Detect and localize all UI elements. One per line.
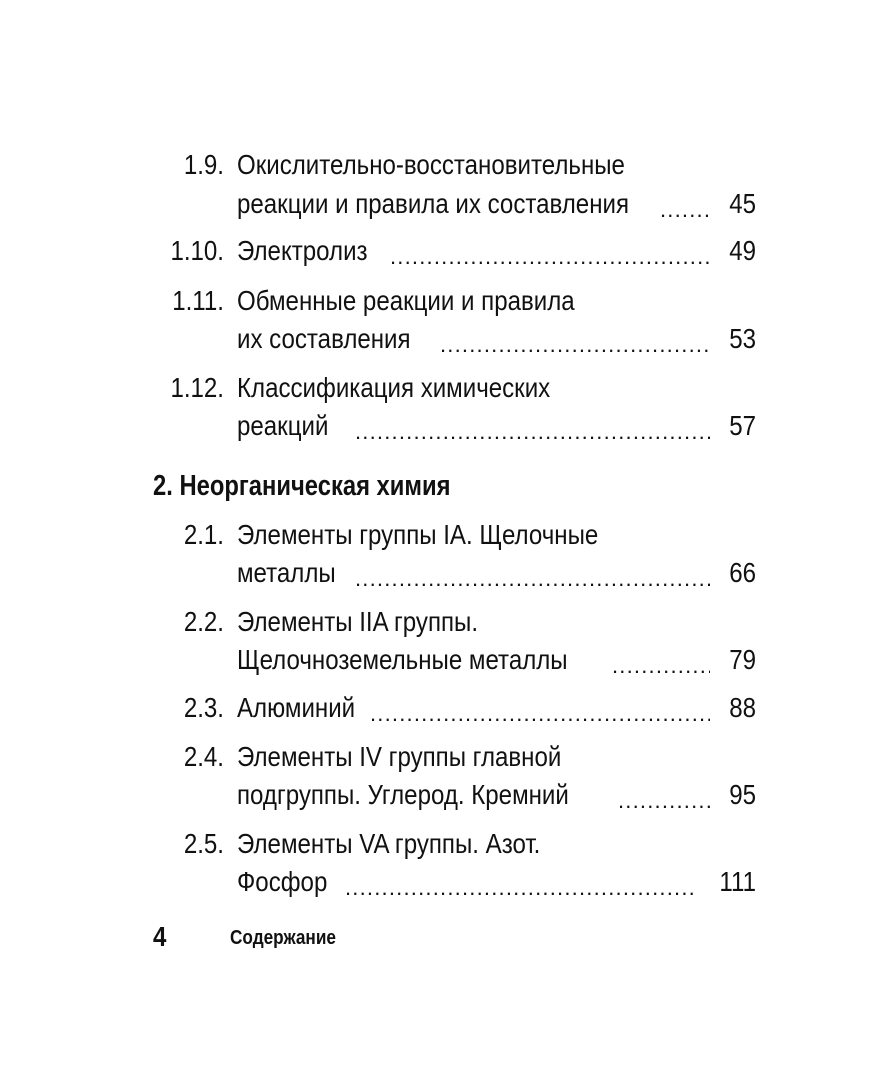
toc-entry-number: 2.3. [183,692,224,723]
toc-entry-title: Фосфор [237,866,328,897]
leader-dots [355,556,710,590]
toc-entry-number: 1.10. [170,235,224,266]
toc-entry-number: 2.2. [183,606,224,637]
toc-page-number: 45 [729,188,756,219]
toc-entry-title: Элементы IIA группы. [237,606,479,637]
toc-entry-number: 2.4. [183,741,224,772]
toc-entry-number: 2.1. [183,519,224,550]
toc-entry-title: Элементы VA группы. Азот. [237,828,541,859]
leader-dots [370,691,710,725]
toc-entry-number: 1.12. [170,372,224,403]
toc-page-number: 111 [719,866,756,897]
toc-page-number: 57 [729,410,756,441]
leader-dots [355,409,710,443]
toc-entry-title: Элементы IV группы главной [237,741,562,772]
leader-dots [390,234,710,268]
toc-page-number: 66 [729,557,756,588]
toc-entry-title: металлы [237,557,336,588]
toc-entry-title: Классификация химических [237,372,551,403]
toc-page-number: 88 [729,692,756,723]
toc-page-number: 95 [729,779,756,810]
footer-running-title: Содержание [230,927,336,949]
toc-page-number: 79 [729,644,756,675]
leader-dots [440,322,710,356]
footer-page-number: 4 [153,921,167,952]
toc-page-number: 49 [729,235,756,266]
toc-entry-number: 1.9. [183,149,224,180]
toc-entry-title: Алюминий [237,692,356,723]
toc-entry-number: 2.5. [183,828,224,859]
toc-page-number: 53 [729,323,756,354]
toc-entry-title: Щелочноземельные металлы [237,644,568,675]
toc-entry-title: Обменные реакции и правила [237,285,575,316]
toc-entry-title: подгруппы. Углерод. Кремний [237,779,569,810]
toc-entry-title: реакций [237,410,329,441]
section-heading: 2. Неорганическая химия [153,470,451,502]
toc-entry-title: реакции и правила их составления [237,188,629,219]
toc-entry-title: Элементы группы IA. Щелочные [237,519,599,550]
toc-entry-title: Электролиз [237,235,368,266]
toc-entry-title: их составления [237,323,411,354]
leader-dots [345,865,695,899]
toc-entry-number: 1.11. [172,285,224,316]
toc-entry-title: Окислительно-восстановительные [237,149,625,180]
